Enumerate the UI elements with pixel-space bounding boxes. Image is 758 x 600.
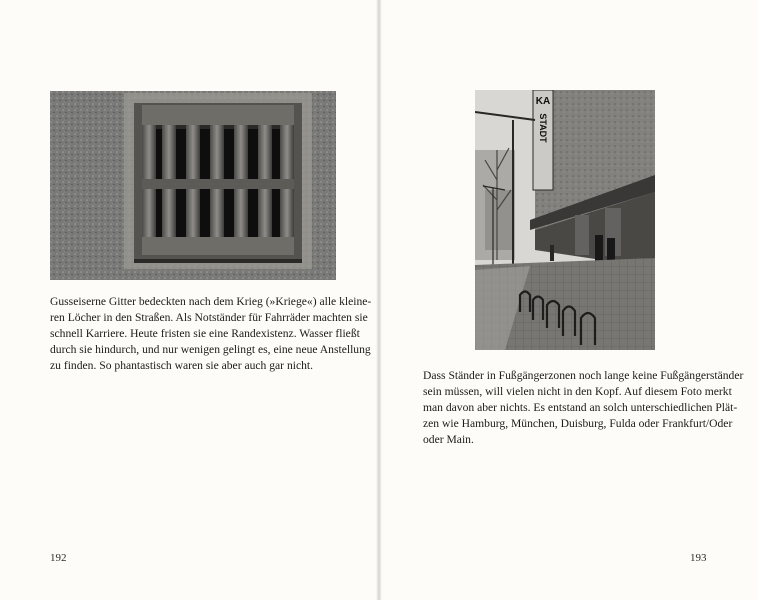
sign-letters-top: KA — [535, 96, 551, 107]
caption-line: oder Main. — [423, 433, 474, 446]
caption-line: Gusseiserne Gitter bedeckten nach dem Krieg (»Kriege«) alle kleine- — [50, 295, 372, 308]
right-caption — [423, 368, 744, 448]
pedestrian-zone-illustration — [475, 90, 655, 350]
sign-letters-bottom: STADT — [538, 113, 548, 143]
caption-line: ren Löcher in den Straßen. Als Notständer für Fahrräder machten sie — [50, 311, 368, 324]
caption-line: man davon aber nichts. Es entstand an solch unterschiedlichen Plät- — [423, 401, 738, 414]
caption-line: zen wie Hamburg, München, Duisburg, Fulda oder Frankfurt/Oder — [423, 417, 733, 430]
caption-line: schnell Karriere. Heute fristen sie eine Randexistenz. Wasser fließt — [50, 327, 360, 340]
caption-line: Dass Ständer in Fußgängerzonen noch lange keine Fußgängerständer — [423, 369, 744, 382]
caption-line: durch sie hindurch, und nur wenigen gelingt es, eine neue Anstellung — [50, 343, 371, 356]
drain-grate-illustration — [50, 91, 336, 280]
left-caption — [50, 294, 372, 374]
page-number-right: 193 — [690, 552, 707, 564]
pedestrian-zone-photo — [475, 90, 655, 350]
page-number-left: 192 — [50, 552, 67, 564]
caption-line: zu finden. So phantastisch waren sie aber auch gar nicht. — [50, 359, 314, 372]
drain-grate-photo — [50, 91, 336, 280]
book-gutter — [376, 0, 382, 600]
caption-line: sein müssen, will vielen nicht in den Kopf. Auf diesem Foto merkt — [423, 385, 732, 398]
